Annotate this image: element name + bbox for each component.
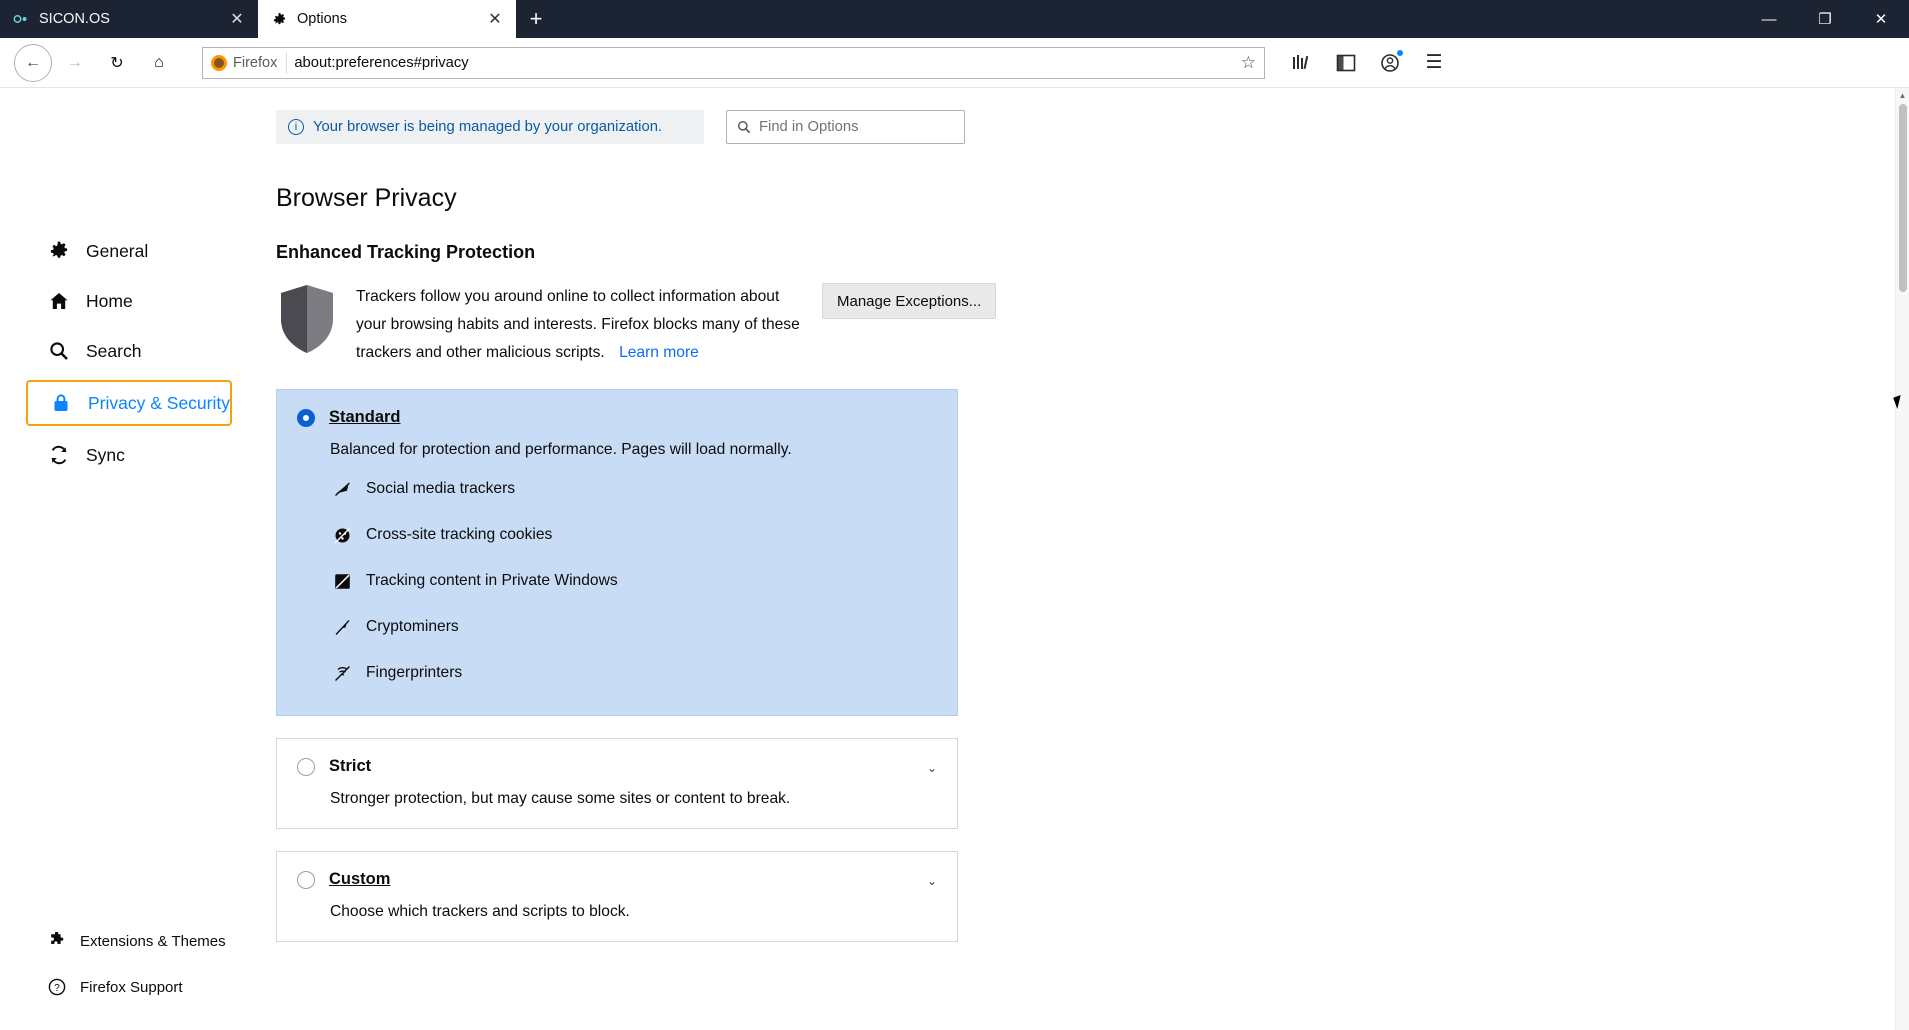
close-window-button[interactable]: ✕ (1874, 11, 1888, 28)
sidebar-item-firefox-support[interactable] (0, 970, 276, 1004)
sidebar-item-label: Firefox Support (80, 978, 183, 996)
minimize-button[interactable]: — (1761, 10, 1777, 28)
tab-options[interactable] (258, 0, 516, 38)
svg-text:?: ? (54, 982, 60, 994)
home-icon[interactable]: ⌂ (154, 53, 164, 71)
cookie-icon (333, 526, 352, 545)
radio-strict[interactable] (297, 758, 315, 776)
option-card-custom[interactable] (276, 851, 958, 942)
identity-box[interactable] (211, 52, 287, 74)
fingerprinter-icon (333, 664, 352, 683)
option-card-strict[interactable] (276, 738, 958, 829)
learn-more-link[interactable]: Learn more (619, 344, 699, 361)
sicon-logo-icon (12, 10, 30, 28)
sidebar-item-home[interactable] (0, 280, 276, 322)
manage-exceptions-button[interactable]: Manage Exceptions... (822, 283, 996, 319)
url-input[interactable]: about:preferences#privacy (294, 54, 469, 71)
bookmark-star-icon[interactable]: ☆ (1240, 52, 1256, 72)
option-title: Strict (329, 757, 372, 775)
search-input[interactable] (726, 110, 965, 144)
sidebar-item-privacy-security[interactable] (26, 380, 232, 426)
tab-label: Options (297, 11, 347, 27)
search-icon (48, 340, 70, 362)
sidebar-item-extensions-themes[interactable] (0, 924, 276, 958)
cryptominer-icon (333, 618, 352, 637)
option-subtitle: Balanced for protection and performance. Pages will load normally. (330, 441, 792, 458)
feature-label: Cryptominers (366, 618, 459, 635)
section-title-etp: Enhanced Tracking Protection (276, 242, 536, 262)
sidebar-item-label: Home (86, 290, 133, 311)
info-icon: i (288, 119, 304, 135)
chevron-down-icon[interactable]: ⌄ (926, 761, 937, 775)
managed-notice (276, 110, 704, 144)
social-tracker-icon (333, 480, 352, 499)
sidebar-item-label: Search (86, 340, 142, 361)
option-subtitle: Stronger protection, but may cause some sites or content to break. (330, 790, 791, 807)
option-card-standard[interactable] (276, 389, 958, 716)
back-icon[interactable]: ← (14, 44, 52, 82)
standard-feature-list (333, 475, 937, 687)
feature-cross-site-cookies (333, 521, 937, 549)
option-title: Standard (329, 408, 401, 426)
feature-label: Tracking content in Private Windows (366, 572, 618, 589)
etp-description-block (356, 283, 800, 367)
option-subtitle: Choose which trackers and scripts to block. (330, 903, 630, 920)
tab-label: SICON.OS (39, 11, 110, 27)
sidebar-item-label: Privacy & Security (88, 392, 230, 413)
sidebar-item-general[interactable] (0, 230, 276, 272)
close-icon[interactable]: ✕ (488, 11, 502, 28)
search-placeholder: Find in Options (759, 119, 859, 135)
sidebar-bottom-group (0, 924, 276, 1030)
sidebar-item-label: Sync (86, 444, 125, 465)
toolbar-right-group (1277, 48, 1449, 78)
managed-notice-text: Your browser is being managed by your organization. (313, 119, 663, 135)
radio-standard[interactable] (297, 409, 315, 427)
scrollbar-thumb[interactable] (1899, 104, 1907, 292)
home-icon (48, 290, 70, 312)
feature-label: Fingerprinters (366, 664, 463, 681)
firefox-logo-icon (211, 55, 227, 71)
option-title: Custom (329, 870, 391, 888)
option-header[interactable] (297, 870, 937, 889)
menu-icon[interactable]: ☰ (1425, 52, 1443, 73)
feature-label: Social media trackers (366, 480, 516, 497)
account-icon[interactable] (1375, 48, 1405, 78)
puzzle-icon (48, 932, 66, 950)
window-controls (1741, 0, 1909, 38)
lock-icon (50, 392, 72, 414)
sync-icon (48, 444, 70, 466)
preferences-main (276, 88, 1909, 1030)
shield-icon (276, 283, 338, 355)
navigation-toolbar (0, 38, 1909, 88)
identity-label: Firefox (233, 54, 278, 71)
tab-sicon-os[interactable] (0, 0, 258, 38)
gear-icon (48, 240, 70, 262)
page-title: Browser Privacy (276, 184, 457, 212)
option-header[interactable] (297, 757, 937, 776)
window-titlebar (0, 0, 1909, 38)
option-header[interactable] (297, 408, 937, 427)
gear-icon (270, 10, 288, 28)
top-strip (276, 88, 1909, 144)
address-bar[interactable] (202, 47, 1265, 79)
radio-custom[interactable] (297, 871, 315, 889)
page-scrollbar[interactable] (1895, 88, 1909, 1030)
close-icon[interactable]: ✕ (230, 11, 244, 28)
question-icon (48, 978, 66, 996)
sidebar-item-search[interactable] (0, 330, 276, 372)
feature-fingerprinters (333, 659, 937, 687)
preferences-page (0, 88, 1909, 1030)
chevron-down-icon[interactable]: ⌄ (926, 874, 937, 888)
feature-social-media-trackers (333, 475, 937, 503)
etp-description: Trackers follow you around online to collect information about your browsing habits and interests. Firefox blocks many of these trackers and other malicious scripts. (356, 288, 800, 361)
feature-cryptominers (333, 613, 937, 641)
forward-icon[interactable]: → (67, 53, 83, 71)
sidebar-item-label: Extensions & Themes (80, 932, 226, 950)
sidebar-item-label: General (86, 240, 149, 261)
library-icon[interactable] (1287, 48, 1317, 78)
reload-icon[interactable]: ↻ (110, 54, 124, 72)
feature-tracking-private-windows (333, 567, 937, 595)
sidebar-item-sync[interactable] (0, 434, 276, 476)
preferences-sidebar (0, 88, 276, 1030)
etp-intro-row (276, 283, 1909, 367)
private-window-icon (333, 572, 352, 591)
new-tab-button[interactable]: + (529, 6, 543, 31)
search-icon (737, 120, 751, 134)
feature-label: Cross-site tracking cookies (366, 526, 553, 543)
restore-button[interactable]: ❐ (1818, 11, 1832, 28)
scroll-up-arrow-icon[interactable]: ▲ (1898, 90, 1907, 100)
sidebar-icon[interactable] (1331, 48, 1361, 78)
